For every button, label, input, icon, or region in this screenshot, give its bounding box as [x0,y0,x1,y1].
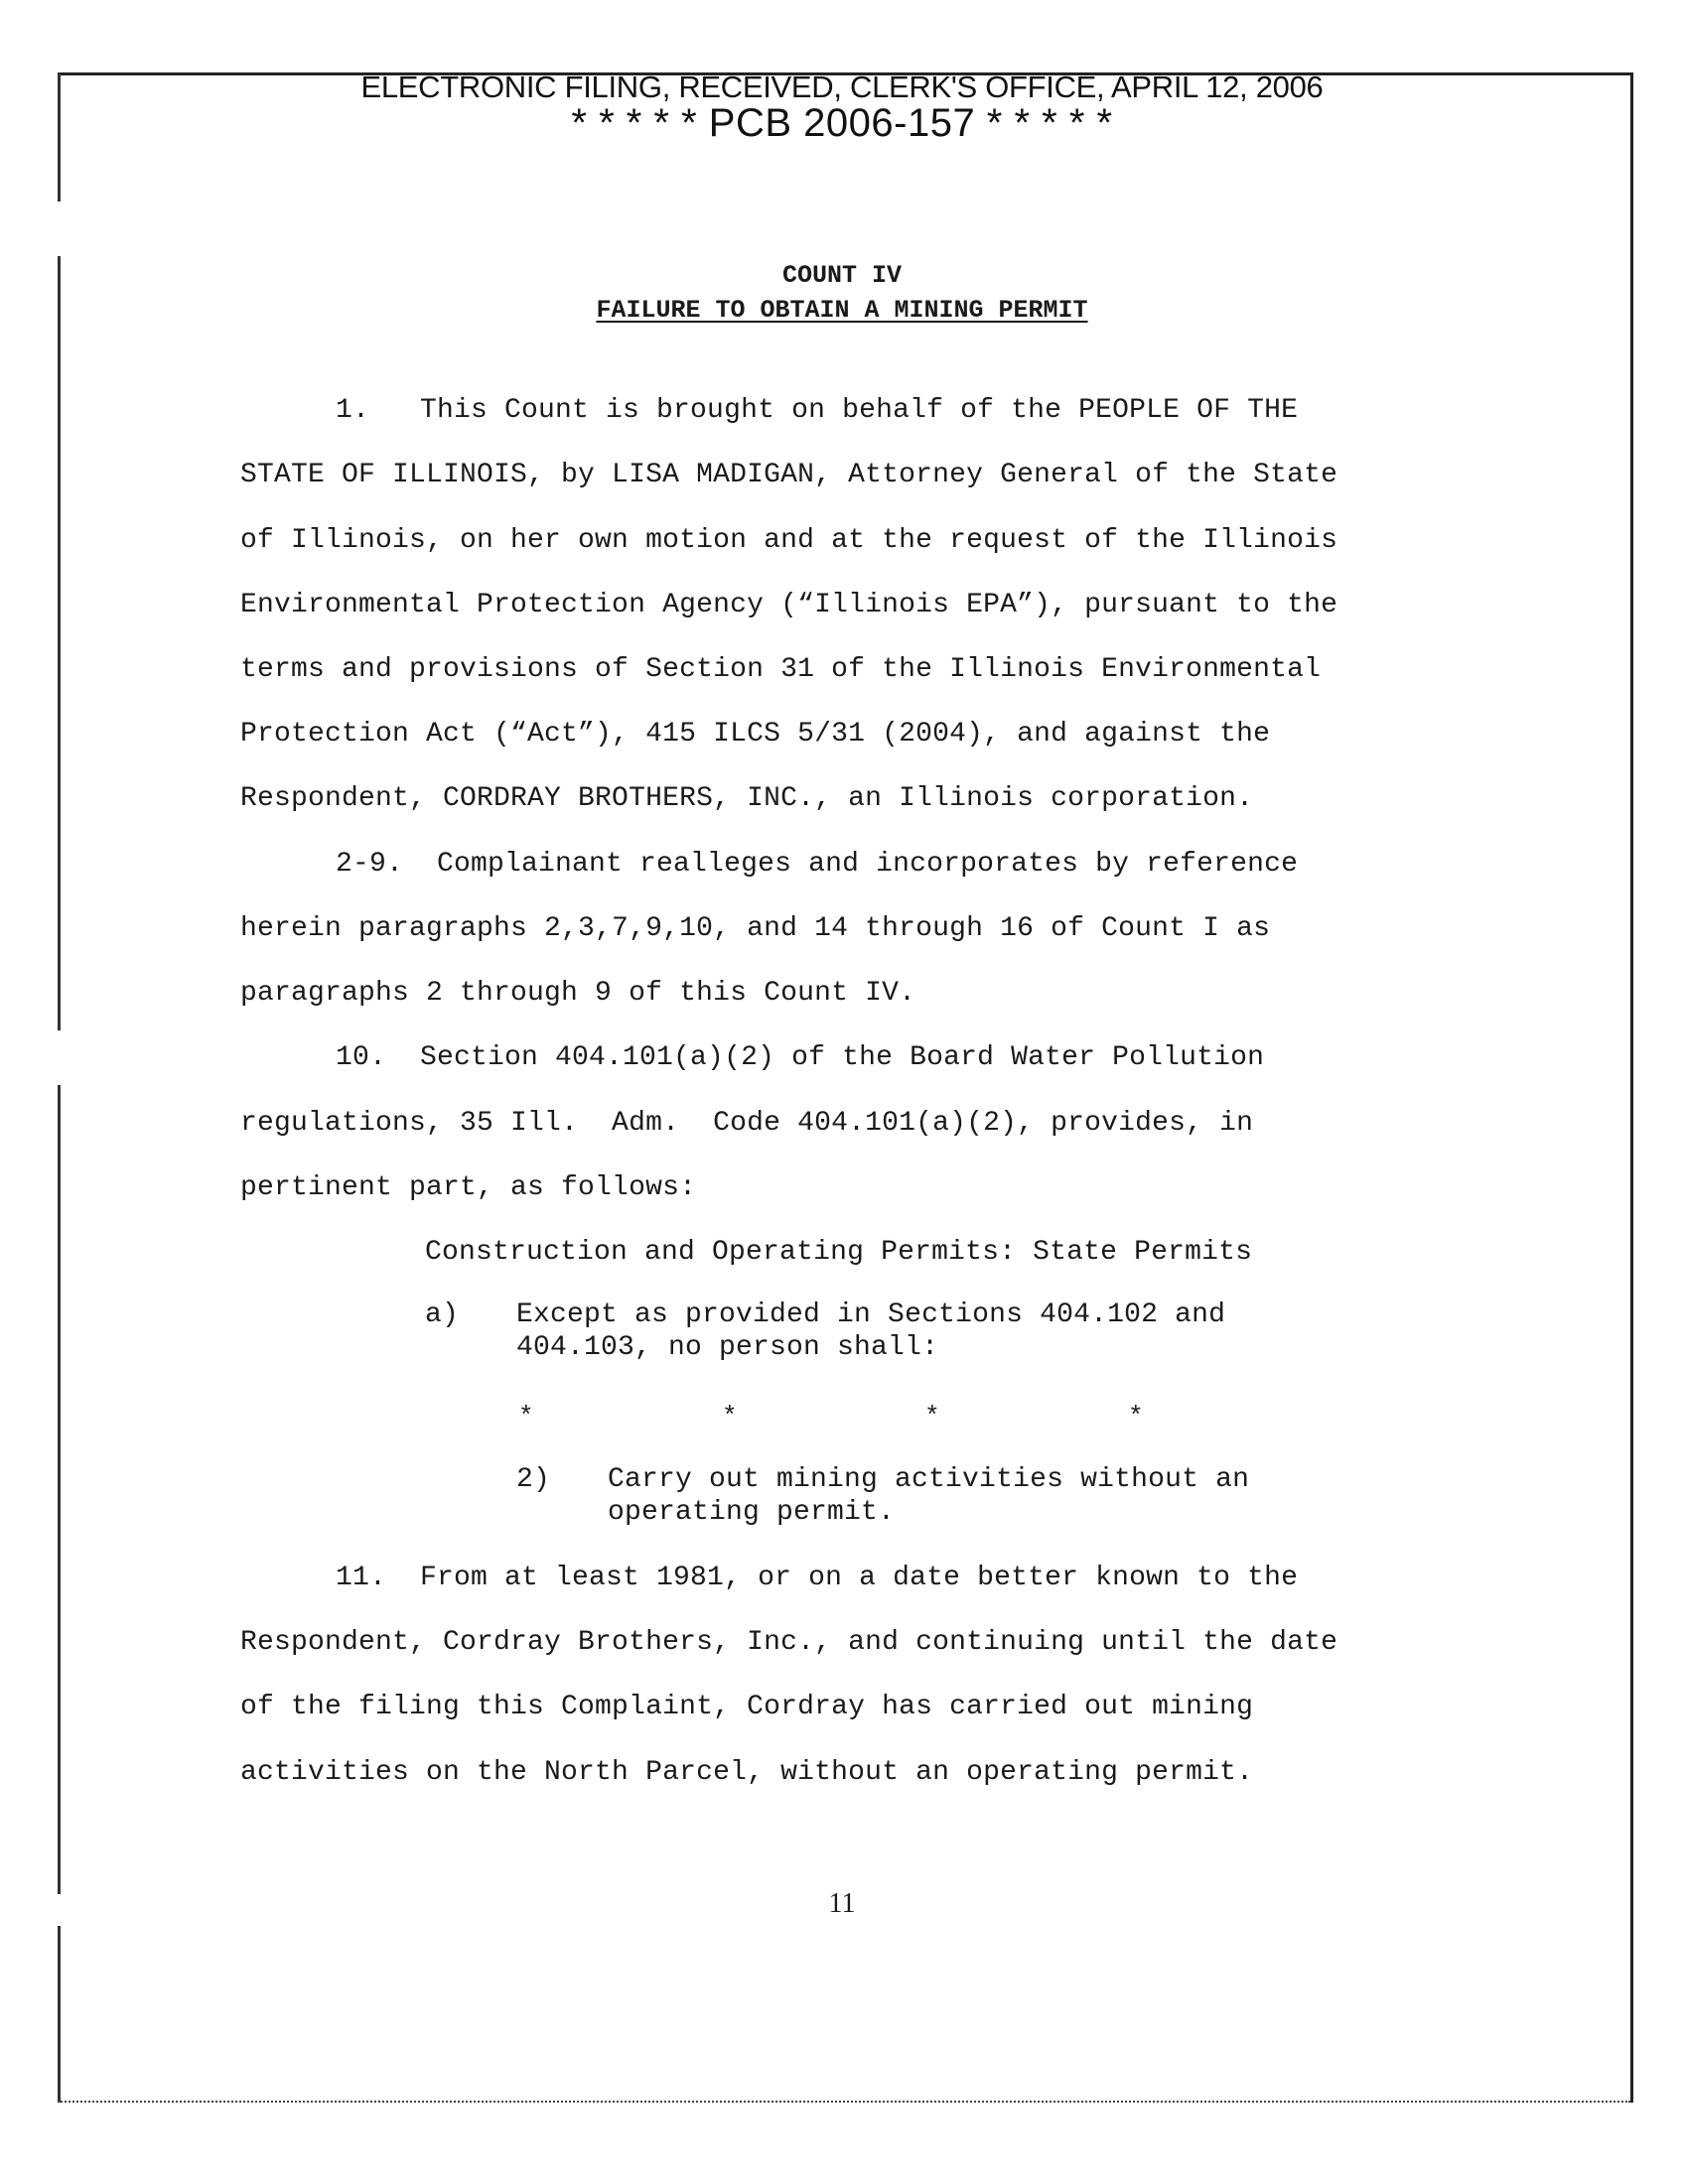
count-title: FAILURE TO OBTAIN A MINING PERMIT [596,296,1088,325]
quote-item-2-line: Carry out mining activities without an [608,1464,1250,1495]
frame-left-border-segment [58,1926,61,2103]
paragraph-10-line: pertinent part, as follows: [240,1172,697,1203]
count-number: COUNT IV [781,261,903,290]
paragraph-1-line: 1. This Count is brought on behalf of the PEOPLE OF THE [336,395,1299,426]
paragraph-2-9-line: paragraphs 2 through 9 of this Count IV. [240,978,916,1009]
paragraph-1-line: Environmental Protection Agency (“Illinois EPA”), pursuant to the [240,590,1338,620]
frame-right-border [1630,72,1633,2103]
paragraph-1-line: STATE OF ILLINOIS, by LISA MADIGAN, Attorney General of the State [240,460,1338,490]
frame-bottom-border [58,2101,1630,2103]
paragraph-1-line: Respondent, CORDRAY BROTHERS, INC., an Illinois corporation. [240,783,1254,814]
case-number-line: * * * * * PCB 2006-157 * * * * * [571,101,1113,145]
paragraph-1-line: of Illinois, on her own motion and at the request of the Illinois [240,525,1338,556]
ellipsis-star: * [518,1402,534,1432]
paragraph-10-line: regulations, 35 Ill. Adm. Code 404.101(a)(2), provides, in [240,1108,1254,1139]
quote-item-a-line: 404.103, no person shall: [516,1332,939,1363]
paragraph-2-9-line: 2-9. Complainant realleges and incorporates by reference [336,849,1299,880]
frame-left-border-segment [58,256,61,1030]
paragraph-11-line: Respondent, Cordray Brothers, Inc., and continuing until the date [240,1627,1338,1658]
paragraph-11-line: activities on the North Parcel, without an operating permit. [240,1757,1254,1788]
ellipsis-star: * [1128,1402,1144,1432]
paragraph-1-line: terms and provisions of Section 31 of the Illinois Environmental [240,654,1322,685]
paragraph-11-line: of the filing this Complaint, Cordray has carried out mining [240,1692,1254,1722]
quote-item-2-label: 2) [516,1464,551,1495]
filing-stamp-line: ELECTRONIC FILING, RECEIVED, CLERK'S OFFICE, APRIL 12, 2006 [360,69,1324,104]
quote-item-2-line: operating permit. [608,1497,896,1528]
paragraph-11-line: 11. From at least 1981, or on a date better known to the [336,1563,1299,1593]
quote-item-a-label: a) [425,1299,460,1330]
paragraph-1-line: Protection Act (“Act”), 415 ILCS 5/31 (2004), and against the [240,719,1271,750]
ellipsis-star: * [722,1402,738,1432]
ellipsis-star: * [924,1402,940,1432]
frame-left-border-segment [58,1085,61,1894]
quote-item-a-line: Except as provided in Sections 404.102 and [516,1299,1226,1330]
paragraph-2-9-line: herein paragraphs 2,3,7,9,10, and 14 through 16 of Count I as [240,913,1271,944]
quote-heading: Construction and Operating Permits: State Permits [425,1237,1253,1268]
paragraph-10-line: 10. Section 404.101(a)(2) of the Board Water Pollution [336,1042,1265,1073]
page-number: 11 [828,1888,856,1919]
